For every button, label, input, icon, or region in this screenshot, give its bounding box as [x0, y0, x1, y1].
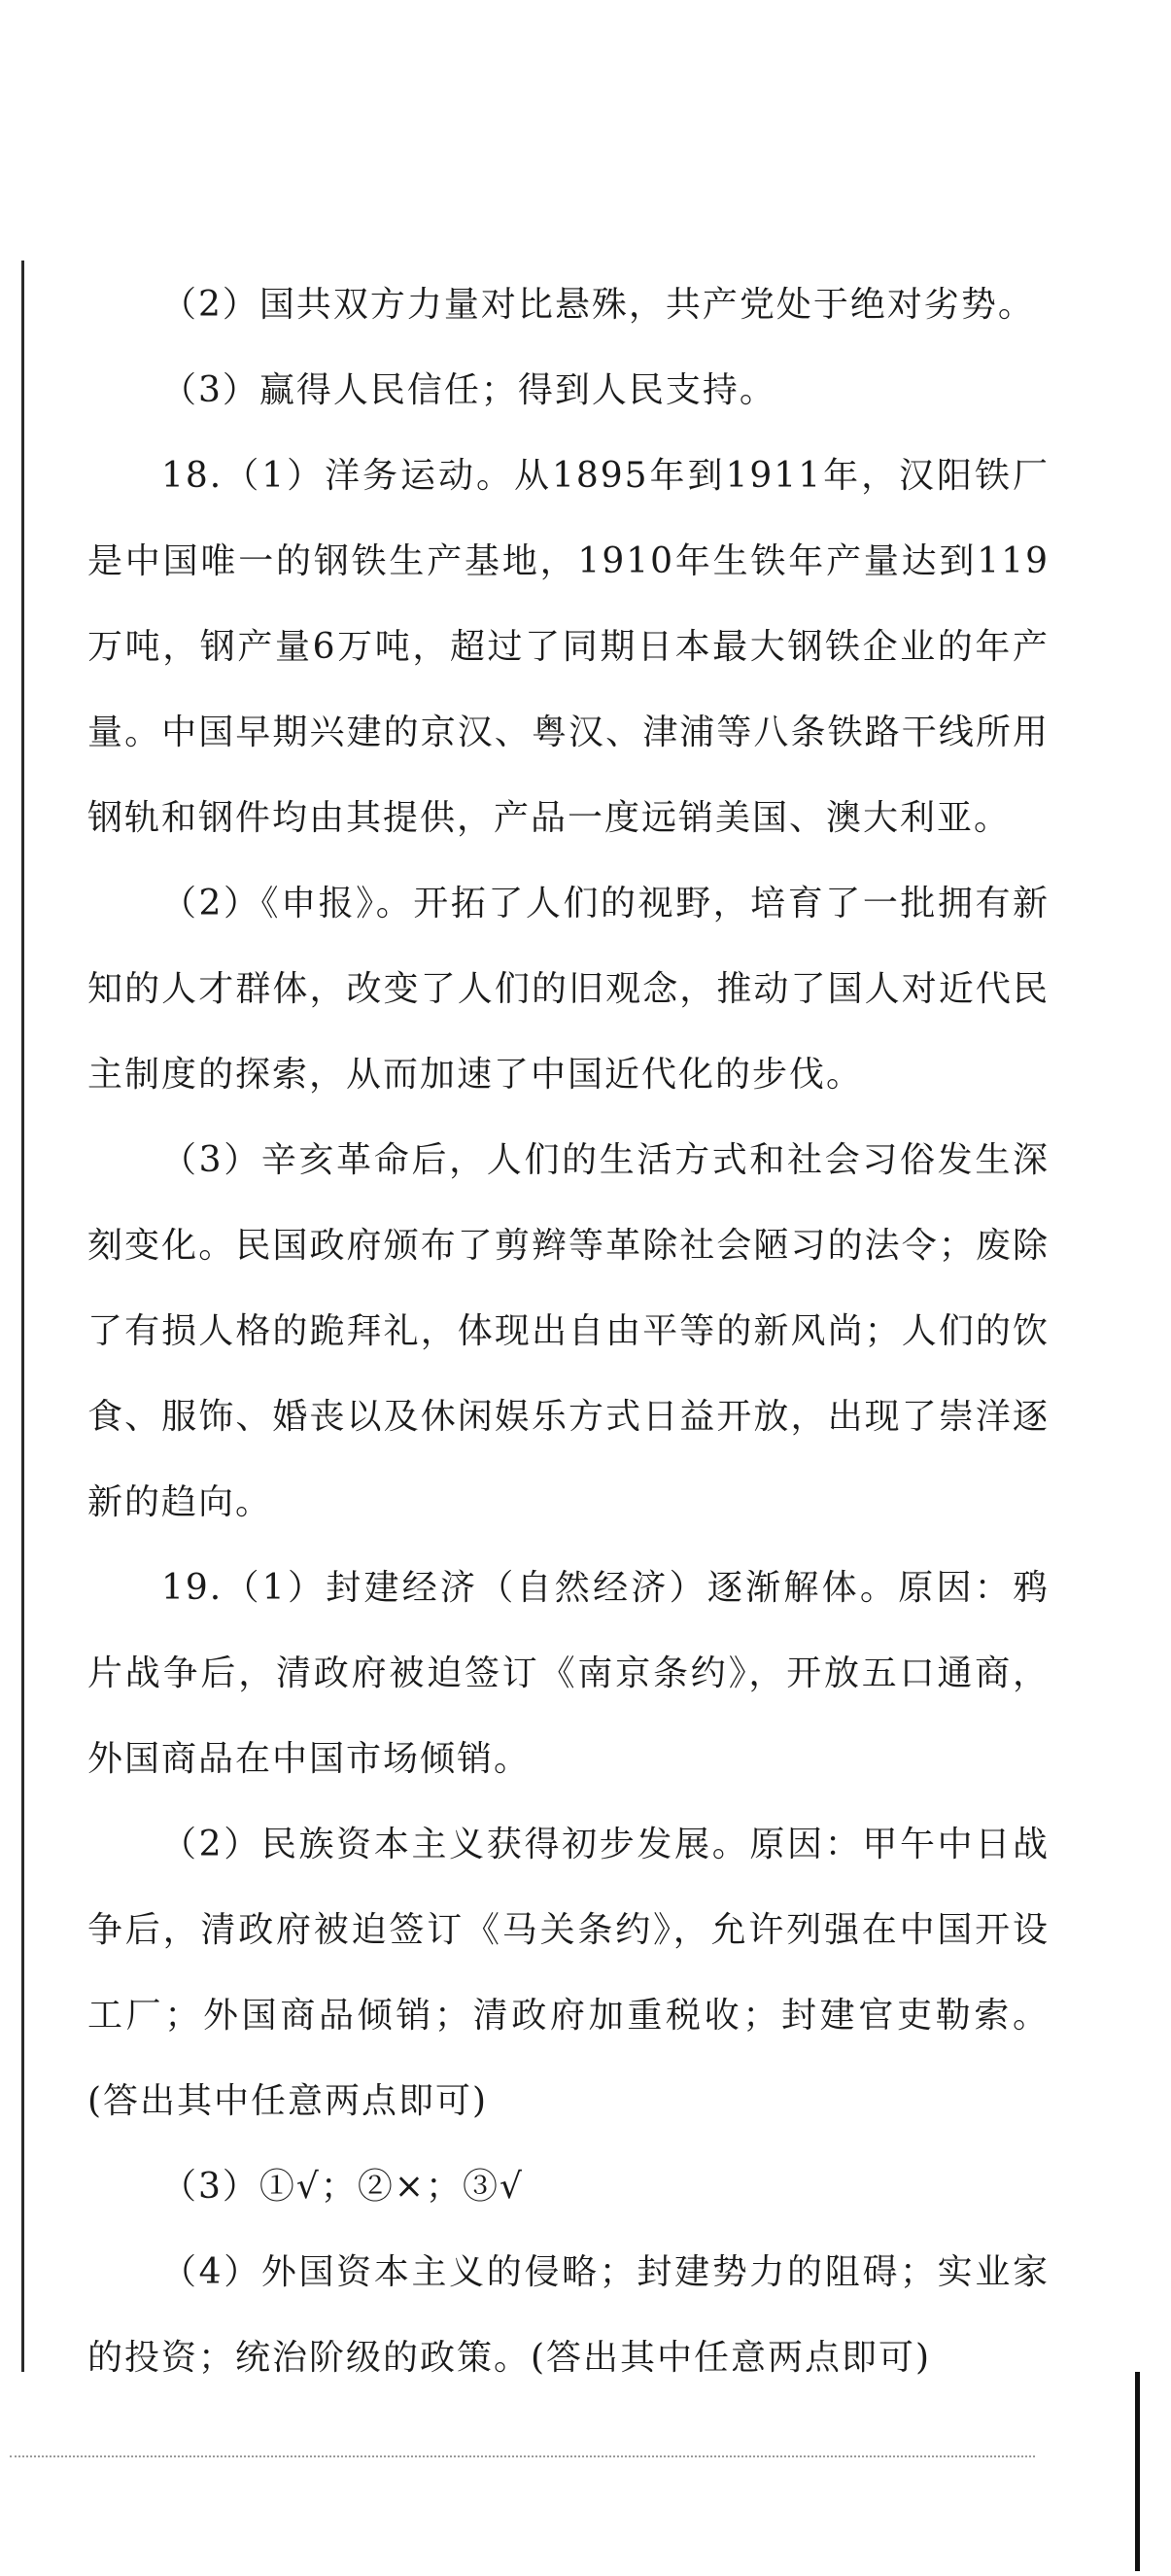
answer-paragraph: （3）①√；②×；③√ [161, 2167, 524, 2207]
right-margin-rule [1135, 2372, 1140, 2571]
answer-paragraph: （2）民族资本主义获得初步发展。原因：甲午中日战争后，清政府被迫签订《马关条约》，允许列强在中国开设工厂；外国商品倾销；清政府加重税收；封建官吏勒索。(答出其中任意两点即可) [87, 1825, 1050, 2121]
answer-paragraph: （3）赢得人民信任；得到人民支持。 [161, 370, 776, 410]
answer-paragraph: （2）《申报》。开拓了人们的视野，培育了一批拥有新知的人才群体，改变了人们的旧观念，推动了国人对近代民主制度的探索，从而加速了中国近代化的步伐。 [87, 884, 1050, 1095]
answer-content [87, 262, 1050, 2401]
left-margin-rule [21, 261, 24, 2372]
dotted-separator [10, 2455, 1035, 2457]
answer-paragraph: 18.（1）洋务运动。从1895年到1911年，汉阳铁厂是中国唯一的钢铁生产基地，1910年生铁年产量达到119万吨，钢产量6万吨，超过了同期日本最大钢铁企业的年产量。中国早期兴建的京汉、粤汉、津浦等八条铁路干线所用钢轨和钢件均由其提供，产品一度远销美国、澳大利亚。 [87, 456, 1050, 838]
answer-paragraph: （2）国共双方力量对比悬殊，共产党处于绝对劣势。 [161, 285, 1035, 325]
answer-paragraph: （3）辛亥革命后，人们的生活方式和社会习俗发生深刻变化。民国政府颁布了剪辫等革除社会陋习的法令；废除了有损人格的跪拜礼，体现出自由平等的新风尚；人们的饮食、服饰、婚丧以及休闲娱乐方式日益开放，出现了崇洋逐新的趋向。 [87, 1140, 1050, 1522]
answer-paragraph: 19.（1）封建经济（自然经济）逐渐解体。原因：鸦片战争后，清政府被迫签订《南京条约》，开放五口通商，外国商品在中国市场倾销。 [87, 1568, 1050, 1779]
answer-paragraph: （4）外国资本主义的侵略；封建势力的阻碍；实业家的投资；统治阶级的政策。(答出其中任意两点即可) [87, 2252, 1050, 2378]
